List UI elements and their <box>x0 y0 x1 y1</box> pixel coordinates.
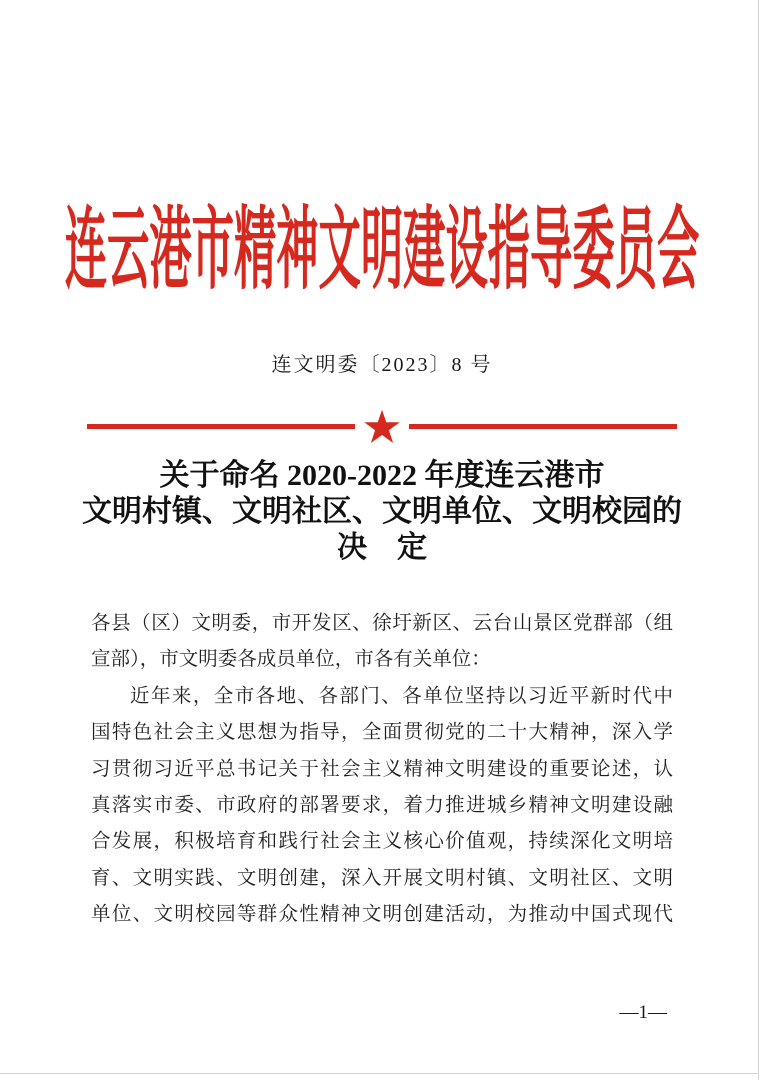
document-title-line-2: 文明村镇、文明社区、文明单位、文明校园的 <box>82 495 682 528</box>
issuing-org-name: 连云港市精神文明建设指导委员会 <box>64 201 700 300</box>
document-title <box>0 458 764 566</box>
document-body <box>91 606 673 934</box>
page-number: —1— <box>619 1002 667 1023</box>
body-line: 国特色社会主义思想为指导，全面贯彻党的二十大精神，深入学 <box>91 722 673 744</box>
document-number: 连文明委〔2023〕8 号 <box>271 354 493 376</box>
separator-line-right <box>409 424 677 429</box>
star-icon <box>364 409 400 443</box>
body-line: 习贯彻习近平总书记关于社会主义精神文明建设的重要论述，认 <box>91 758 673 780</box>
page-edge-bottom <box>0 1073 759 1074</box>
masthead <box>0 196 764 306</box>
separator-line-left <box>87 424 355 429</box>
body-line: 育、文明实践、文明创建，深入开展文明村镇、文明社区、文明 <box>91 867 673 889</box>
document-title-line-1: 关于命名 2020-2022 年度连云港市 <box>159 459 605 492</box>
body-line: 各县（区）文明委，市开发区、徐圩新区、云台山景区党群部（组 <box>91 613 673 634</box>
body-line: 真落实市委、市政府的部署要求，着力推进城乡精神文明建设融 <box>91 794 673 816</box>
body-line: 合发展，积极培育和践行社会主义核心价值观，持续深化文明培 <box>91 831 673 853</box>
page-edge-right <box>758 0 759 1080</box>
body-line: 近年来，全市各地、各部门、各单位坚持以习近平新时代中 <box>130 685 673 707</box>
body-line: 单位、文明校园等群众性精神文明创建活动，为推动中国式现代 <box>91 904 673 926</box>
body-line: 宣部），市文明委各成员单位，市各有关单位： <box>91 649 491 671</box>
document-title-line-3: 决 定 <box>337 531 427 564</box>
red-separator-rule <box>87 409 677 443</box>
